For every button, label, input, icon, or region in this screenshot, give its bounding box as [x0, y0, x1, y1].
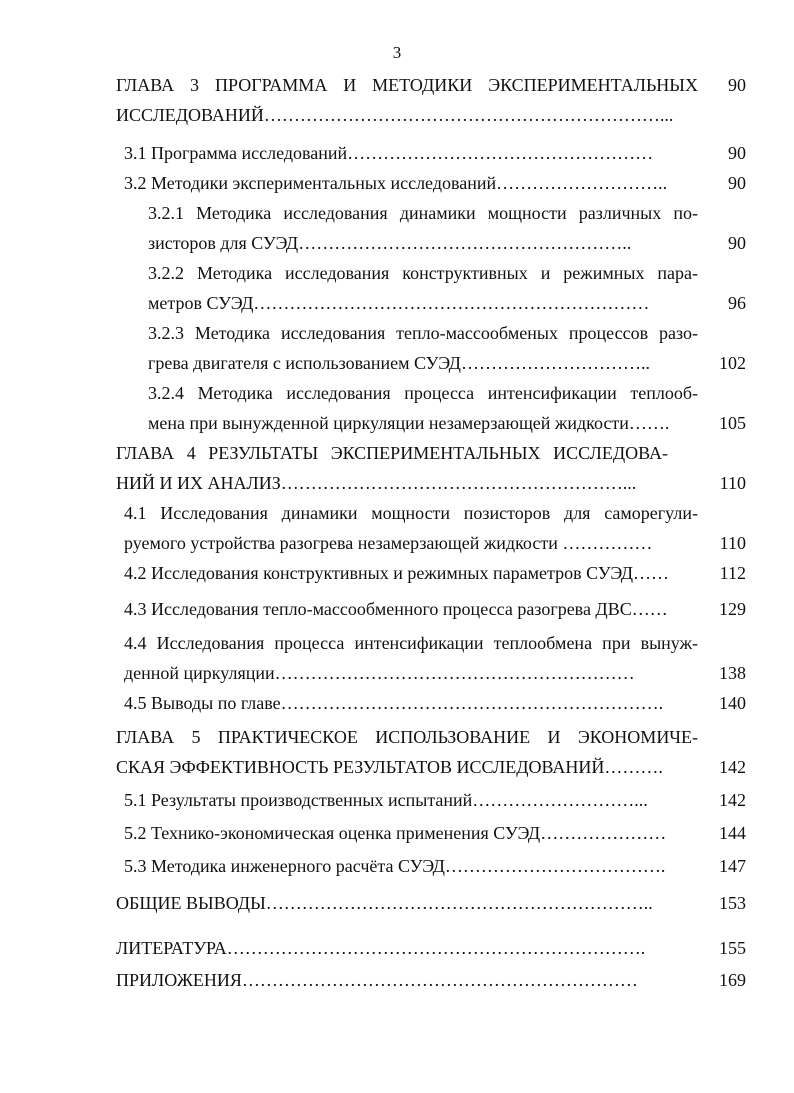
toc-entry-3-1[interactable]: [124, 138, 746, 168]
toc-page-number: 142: [719, 757, 746, 777]
toc-entry-text: 3.1 Программа исследований……………………………………………: [124, 143, 654, 163]
toc-page-number: 90: [728, 233, 746, 253]
toc-entry-text: НИЙ И ИХ АНАЛИЗ…………………………………………………...: [116, 473, 637, 493]
toc-entry-text: 4.4 Исследования процесса интенсификации теплообмена при вынуж-: [124, 633, 698, 653]
toc-page-number: 144: [719, 823, 746, 843]
toc-page-number: 155: [719, 938, 746, 958]
toc-entry-3-2-1[interactable]: [148, 198, 746, 258]
toc-entry-5-3[interactable]: [124, 851, 746, 881]
toc-entry-text: грева двигателя с использованием СУЭД…………………………..: [148, 353, 650, 373]
toc-entry-4-3[interactable]: [124, 594, 746, 624]
toc-entry-3-2-3[interactable]: [148, 318, 746, 378]
toc-entry-text: 4.2 Исследования конструктивных и режимных параметров СУЭД……: [124, 563, 670, 583]
toc-entry-text: ПРИЛОЖЕНИЯ…………………………………………………………: [116, 970, 638, 990]
toc-entry-text: 4.3 Исследования тепло-массообменного процесса разогрева ДВС……: [124, 599, 668, 619]
toc-page-number: 90: [728, 143, 746, 163]
toc-entry-chapter-3[interactable]: [116, 70, 746, 130]
toc-page-number: 90: [728, 75, 746, 95]
table-of-contents: [116, 70, 746, 995]
toc-entry-text: 5.3 Методика инженерного расчёта СУЭД……………………………….: [124, 856, 666, 876]
toc-page-number: 142: [719, 790, 746, 810]
toc-page-number: 153: [719, 893, 746, 913]
toc-entry-4-4[interactable]: [124, 628, 746, 688]
toc-entry-5-1[interactable]: [124, 785, 746, 815]
toc-page-number: 90: [728, 173, 746, 193]
toc-entry-text: ОБЩИЕ ВЫВОДЫ………………………………………………………..: [116, 893, 653, 913]
toc-page-number: 147: [719, 856, 746, 876]
toc-entry-text: 3.2.2 Методика исследования конструктивных и режимных пара-: [148, 263, 698, 283]
page-number: 3: [392, 43, 402, 62]
toc-entry-text: 3.2.1 Методика исследования динамики мощности различных по-: [148, 203, 698, 223]
toc-entry-literature[interactable]: [116, 933, 746, 963]
toc-entry-text: метров СУЭД…………………………………………………………: [148, 293, 650, 313]
toc-page-number: 110: [719, 533, 746, 553]
toc-entry-text: 5.1 Результаты производственных испытаний………………………...: [124, 790, 648, 810]
toc-entry-text: 4.1 Исследования динамики мощности позисторов для саморегули-: [124, 503, 698, 523]
toc-entry-text: 4.5 Выводы по главе……………………………………………………….: [124, 693, 664, 713]
toc-entry-4-1[interactable]: [124, 498, 746, 558]
toc-entry-5-2[interactable]: [124, 818, 746, 848]
toc-page-number: 140: [719, 693, 746, 713]
toc-entry-3-2-2[interactable]: [148, 258, 746, 318]
toc-page-number: 102: [719, 353, 746, 373]
toc-page-number: 129: [719, 599, 746, 619]
toc-entry-text: ГЛАВА 3 ПРОГРАММА И МЕТОДИКИ ЭКСПЕРИМЕНТАЛЬНЫХ: [116, 75, 698, 95]
toc-page-number: 105: [719, 413, 746, 433]
toc-entry-appendices[interactable]: [116, 965, 746, 995]
toc-entry-text: 3.2.3 Методика исследования тепло-массообменых процессов разо-: [148, 323, 698, 343]
toc-entry-chapter-5[interactable]: [116, 722, 746, 782]
toc-entry-4-5[interactable]: [124, 688, 746, 718]
toc-entry-4-2[interactable]: [124, 558, 746, 588]
toc-entry-text: СКАЯ ЭФФЕКТИВНОСТЬ РЕЗУЛЬТАТОВ ИССЛЕДОВАНИЙ……….: [116, 757, 663, 777]
toc-entry-3-2[interactable]: [124, 168, 746, 198]
toc-page-number: 169: [719, 970, 746, 990]
toc-entry-text: ЛИТЕРАТУРА…………………………………………………………….: [116, 938, 646, 958]
toc-entry-text: мена при вынужденной циркуляции незамерзающей жидкости…….: [148, 413, 670, 433]
toc-page-number: 96: [728, 293, 746, 313]
toc-entry-text: ИССЛЕДОВАНИЙ…………………………………………………………...: [116, 105, 674, 125]
toc-entry-conclusions[interactable]: [116, 888, 746, 918]
toc-entry-text: ГЛАВА 5 ПРАКТИЧЕСКОЕ ИСПОЛЬЗОВАНИЕ И ЭКОНОМИЧЕ-: [116, 727, 698, 747]
toc-page-number: 112: [719, 563, 746, 583]
toc-entry-text: ГЛАВА 4 РЕЗУЛЬТАТЫ ЭКСПЕРИМЕНТАЛЬНЫХ ИССЛЕДОВА-: [116, 443, 668, 463]
toc-entry-text: руемого устройства разогрева незамерзающей жидкости ……………: [124, 533, 653, 553]
toc-page-number: 110: [719, 473, 746, 493]
toc-entry-text: денной циркуляции……………………………………………………: [124, 663, 635, 683]
toc-entry-text: 3.2 Методики экспериментальных исследований………………………..: [124, 173, 668, 193]
toc-entry-text: 5.2 Технико-экономическая оценка применения СУЭД…………………: [124, 823, 667, 843]
toc-entry-chapter-4[interactable]: [116, 438, 746, 498]
toc-entry-text: зисторов для СУЭД………………………………………………..: [148, 233, 632, 253]
toc-entry-3-2-4[interactable]: [148, 378, 746, 438]
toc-page-number: 138: [719, 663, 746, 683]
toc-entry-text: 3.2.4 Методика исследования процесса интенсификации теплооб-: [148, 383, 698, 403]
